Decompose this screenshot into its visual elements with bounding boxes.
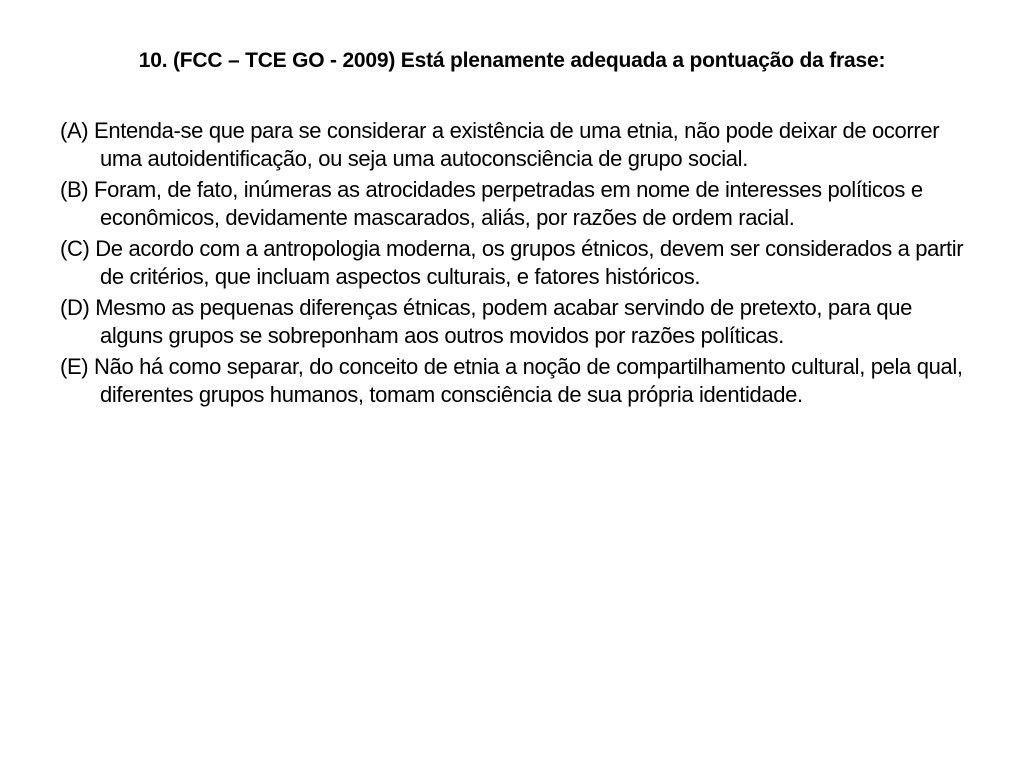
answer-option-b: (B) Foram, de fato, inúmeras as atrocidades perpetradas em nome de interesses políticos e econômicos, devidamente mascarados, aliás, por razões de ordem racial.: [60, 177, 923, 230]
answer-option-a: (A) Entenda-se que para se considerar a existência de uma etnia, não pode deixar de ocorrer uma autoidentificação, ou seja uma autoconsciência de grupo social.: [60, 118, 940, 171]
question-title: 10. (FCC – TCE GO - 2009) Está plenamente adequada a pontuação da frase:: [138, 49, 886, 72]
answer-option-d: (D) Mesmo as pequenas diferenças étnicas, podem acabar servindo de pretexto, para que alguns grupos se sobreponham aos outros movidos por razões políticas.: [60, 295, 912, 348]
answer-option-e: (E) Não há como separar, do conceito de etnia a noção de compartilhamento cultural, pela qual, diferentes grupos humanos, tomam consciência de sua própria identidade.: [60, 354, 963, 407]
answer-option-c: (C) De acordo com a antropologia moderna, os grupos étnicos, devem ser considerados a partir de critérios, que incluam aspectos culturais, e fatores históricos.: [60, 236, 964, 289]
answer-options-list: [60, 117, 970, 412]
